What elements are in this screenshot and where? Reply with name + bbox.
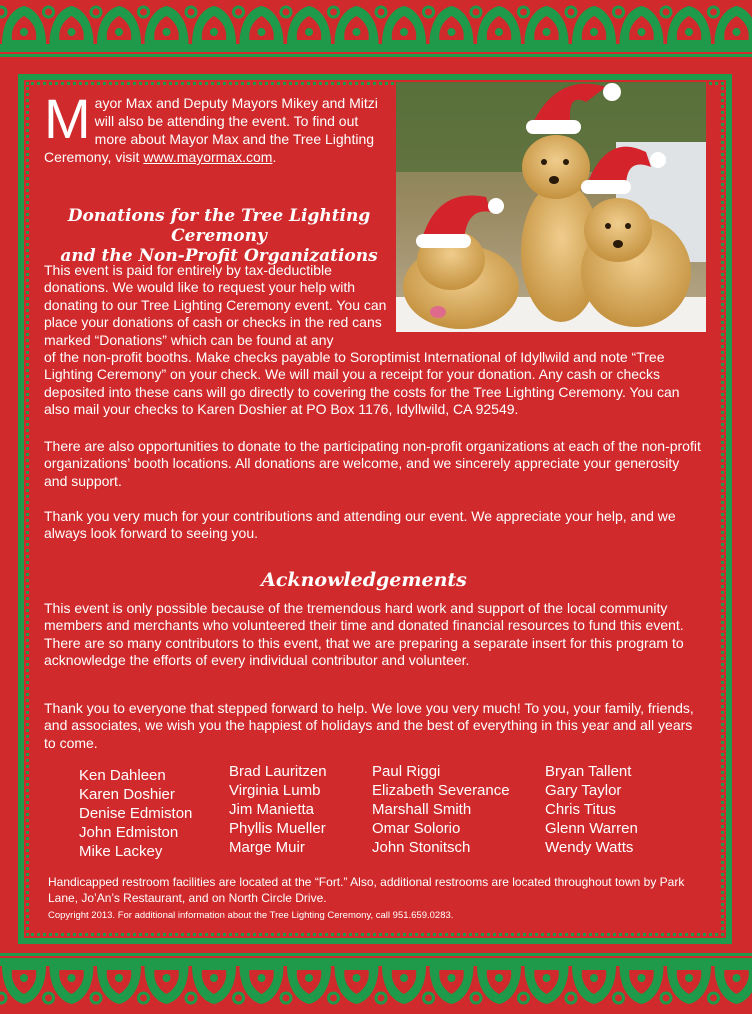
intro-paragraph: Mayor Max and Deputy Mayors Mikey and Mitzi will also be attending the event. To find out more about Mayor Max and the Tree Lighting Ceremony, visit www.mayormax.com. (44, 87, 378, 165)
list-item: Elizabeth Severance (372, 782, 510, 799)
list-item: Mike Lackey (79, 843, 163, 860)
list-item: Jim Manietta (229, 801, 315, 818)
list-item: John Stonitsch (372, 839, 471, 856)
acknowledgements-paragraph-2: Thank you to everyone that stepped forward to help. We love you very much! To you, your family, friends, and associates, we wish you the happiest of holidays and the best of everything in this year and all years to come. (44, 700, 694, 751)
acknowledgements-paragraph-1: This event is only possible because of the tremendous hard work and support of the local community members and merchants who volunteered their time and donated financial resources to fund this event. There are so many contributors to this event, that we are preparing a separate insert for this program to acknowledge the efforts of every individual contributor and volunteer. (44, 600, 684, 669)
list-item: John Edmiston (79, 824, 179, 841)
list-item: Ken Dahleen (79, 767, 166, 784)
list-item: Glenn Warren (545, 820, 638, 837)
list-item: Bryan Tallent (545, 763, 632, 780)
names-column-3 (372, 762, 510, 857)
bottom-ornament-border (0, 948, 752, 1010)
list-item: Marge Muir (229, 839, 305, 856)
list-item: Karen Doshier (79, 786, 175, 803)
drop-cap: M (44, 87, 91, 150)
list-item: Paul Riggi (372, 763, 441, 780)
list-item: Brad Lauritzen (229, 763, 327, 780)
mayormax-link[interactable]: www.mayormax.com (143, 149, 273, 165)
list-item: Marshall Smith (372, 801, 472, 818)
names-column-2 (229, 762, 327, 857)
donations-paragraph-3: Thank you very much for your contributions and attending our event. We appreciate your help, and we always look forward to seeing you. (44, 508, 676, 542)
top-ornament-border (0, 0, 752, 62)
copyright-note: Copyright 2013. For additional information about the Tree Lighting Ceremony, call 951.659.0283. (48, 910, 454, 921)
list-item: Gary Taylor (545, 782, 622, 799)
list-item: Chris Titus (545, 801, 616, 818)
list-item: Wendy Watts (545, 839, 634, 856)
donations-paragraph-2: There are also opportunities to donate to the participating non-profit organizations at each of the non-profit organizations’ booth locations. All donations are welcome, and we sincerely appreciate your generosity and support. (44, 438, 701, 489)
names-column-1 (79, 766, 192, 861)
golden-retrievers-santa-hats-photo (396, 82, 706, 332)
names-column-4 (545, 762, 638, 857)
restroom-note: Handicapped restroom facilities are located at the “Fort.” Also, additional restrooms are located throughout town by Park Lane, Jo’An’s Restaurant, and on North Circle Drive. (48, 875, 685, 905)
list-item: Omar Solorio (372, 820, 461, 837)
donations-paragraph-1: This event is paid for entirely by tax-deductible donations. We would like to request your help with donating to our Tree Lighting Ceremony event. You can place your donations of cash or checks in the red cans marked “Donations” which can be found at any (44, 262, 387, 348)
donations-heading: Donations for the Tree Lighting Ceremony and the Non-Profit Organizations (60, 206, 378, 266)
acknowledgements-heading: Acknowledgements (261, 569, 467, 591)
list-item: Denise Edmiston (79, 805, 193, 822)
donations-paragraph-1-continued: of the non-profit booths. Make checks payable to Soroptimist International of Idyllwild and note “Tree Lighting Ceremony” on your check. We will mail you a receipt for your donation. Any cash or checks deposited into these cans will go directly to covering the costs for the Tree Lighting Ceremony. You can also mail your checks to Karen Doshier at PO Box 1176, Idyllwild, CA 92549. (44, 349, 680, 418)
list-item: Virginia Lumb (229, 782, 321, 799)
list-item: Phyllis Mueller (229, 820, 326, 837)
